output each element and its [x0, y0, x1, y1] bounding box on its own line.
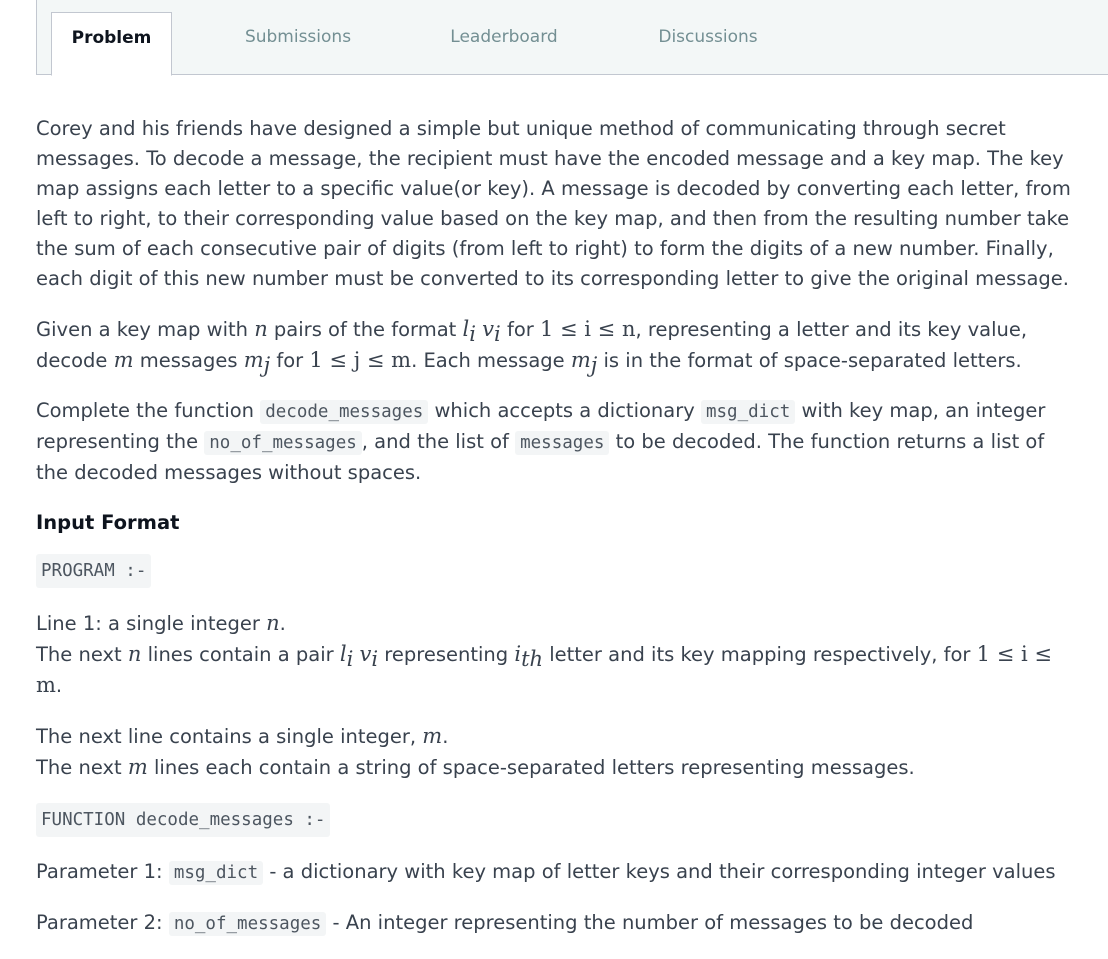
tab-bar [36, 0, 1108, 75]
code-no-of-messages: no_of_messages [204, 431, 362, 455]
code-msg-dict: msg_dict [701, 400, 795, 424]
code-decode-messages: decode_messages [260, 400, 428, 424]
input-lines-2: The next line contains a single integer, m. The next m lines each contain a string of space-separated letters representing messages. [36, 724, 915, 779]
intro-paragraph: Corey and his friends have designed a simple but unique method of communicating through secret messages. To decode a message, the recipient must have the encoded message and a key map. The key map assigns each letter to a specific value(or key). A message is decoded by converting each letter, from left to right, to their corresponding value based on the key map, and then from the resulting number take the sum of each consecutive pair of digits (from left to right) to form the digits of a new number. Finally, each digit of this new number must be converted to its corresponding letter to give the original message. [36, 117, 1071, 290]
tab-submissions-label: Submissions [244, 27, 352, 47]
tab-problem[interactable] [51, 12, 172, 76]
parameter-2: Parameter 2: no_of_messages - An integer representing the number of messages to be decoded [36, 911, 974, 934]
tab-discussions-label: Discussions [658, 27, 758, 47]
tab-submissions[interactable] [227, 12, 369, 75]
input-format-heading: Input Format [36, 511, 180, 534]
parameter-1: Parameter 1: msg_dict - a dictionary with key map of letter keys and their corresponding integer values [36, 860, 1056, 883]
code-messages: messages [515, 431, 609, 455]
code-param2: no_of_messages [169, 912, 327, 936]
code-param1: msg_dict [169, 861, 263, 885]
input-lines-1: Line 1: a single integer n. The next n lines contain a pair $l_i$ $v_i$ representing $i_{th}$ letter and its key mapping respectively, for 1 ≤ i ≤ m. [36, 611, 1052, 697]
tab-leaderboard-label: Leaderboard [450, 27, 558, 47]
problem-statement [36, 114, 1076, 959]
tab-leaderboard[interactable] [433, 12, 575, 75]
tab-discussions[interactable] [637, 12, 779, 75]
tab-problem-label: Problem [71, 28, 152, 48]
keymap-paragraph: Given a key map with n pairs of the format $l_i$ $v_i$ for 1 ≤ i ≤ n, representing a letter and its key value, decode m messages $m_j$ for 1 ≤ j ≤ m. Each message $m_j$ is in the format of space-separated letters. [36, 317, 1028, 377]
program-block: PROGRAM :- [36, 554, 151, 588]
function-paragraph: Complete the function decode_messages which accepts a dictionary msg_dict with key map, an integer representing the no_of_messages , and the list of messages to be decoded. The function returns a list of the decoded messages without spaces. [36, 399, 1046, 484]
function-block: FUNCTION decode_messages :- [36, 803, 330, 837]
